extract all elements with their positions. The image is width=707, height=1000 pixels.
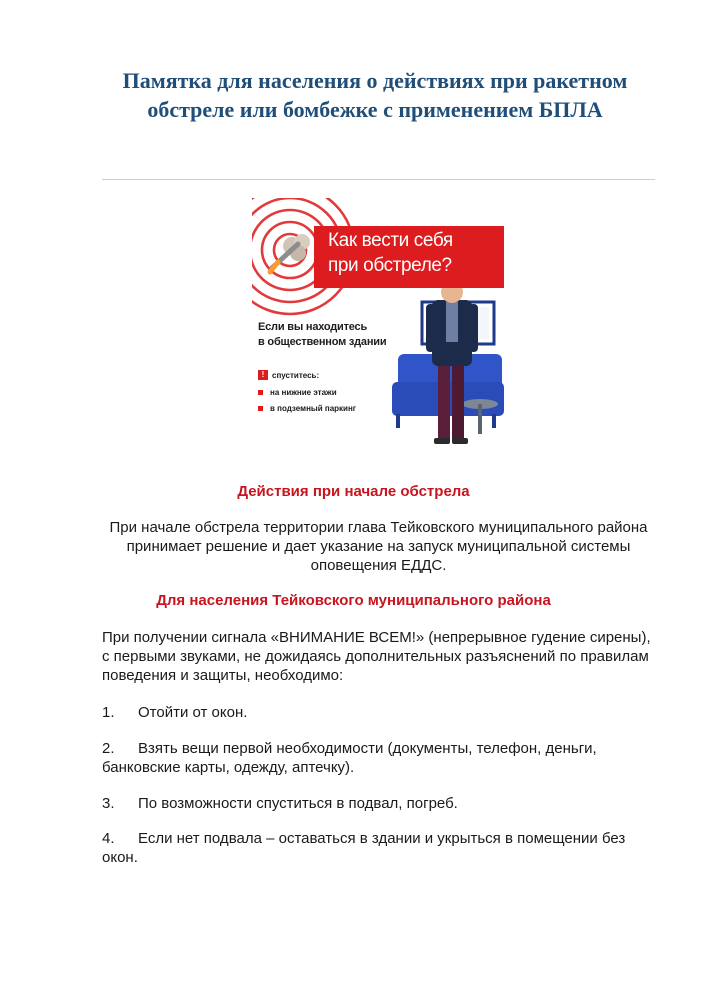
section-heading-start: Действия при начале обстрела [237, 483, 470, 500]
poster-subheading [258, 320, 428, 350]
man-figure-icon [426, 280, 478, 444]
list-item-text: Отойти от окон. [138, 704, 248, 721]
list-item [102, 703, 655, 722]
exclamation-icon: ! [258, 370, 268, 380]
list-item-text: По возможности спуститься в подвал, погреб. [138, 795, 458, 812]
list-item-number: 3. [102, 795, 115, 812]
list-item [102, 829, 655, 867]
poster-banner-title [328, 228, 500, 278]
poster-subheading-line: Если вы находитесь [258, 321, 368, 333]
poster-banner-line: Как вести себя [328, 230, 453, 251]
list-item [102, 794, 655, 813]
poster-illustration [252, 198, 504, 450]
poster-action-label: спуститесь: [272, 370, 320, 380]
list-item-text: Взять вещи первой необходимости (документы, телефон, деньги, банковские карты, одежду, аптечку). [102, 740, 597, 776]
section-start-text: При начале обстрела территории глава Тейковского муниципального района принимает решение и дает указание на запуск муниципальной системы оповещения ЕДДС. [109, 519, 648, 574]
document-title: Памятка для населения о действиях при ракетном обстреле или бомбежке с применением БПЛА [122, 68, 628, 122]
poster-action [258, 370, 319, 380]
poster-option-label: в подземный паркинг [270, 404, 357, 413]
poster-option [258, 404, 356, 413]
list-item-number: 2. [102, 740, 115, 757]
list-item [102, 739, 655, 777]
title-divider [102, 179, 655, 180]
red-square-bullet-icon [258, 406, 263, 411]
section-heading-population: Для населения Тейковского муниципального района [156, 592, 551, 609]
list-item-number: 1. [102, 704, 115, 721]
poster-option-label: на нижние этажи [270, 388, 337, 397]
poster-banner-line: при обстреле? [328, 255, 452, 276]
list-item-number: 4. [102, 830, 115, 847]
list-item-text: Если нет подвала – оставаться в здании и укрыться в помещении без окон. [102, 830, 626, 866]
population-intro-text: При получении сигнала «ВНИМАНИЕ ВСЕМ!» (непрерывное гудение сирены), с первыми звуками, не дожидаясь дополнительных разъяснений по правилам поведения и защиты, необходимо: [102, 629, 651, 684]
poster-subheading-line: в общественном здании [258, 336, 387, 348]
poster-option [258, 388, 337, 397]
red-square-bullet-icon [258, 390, 263, 395]
